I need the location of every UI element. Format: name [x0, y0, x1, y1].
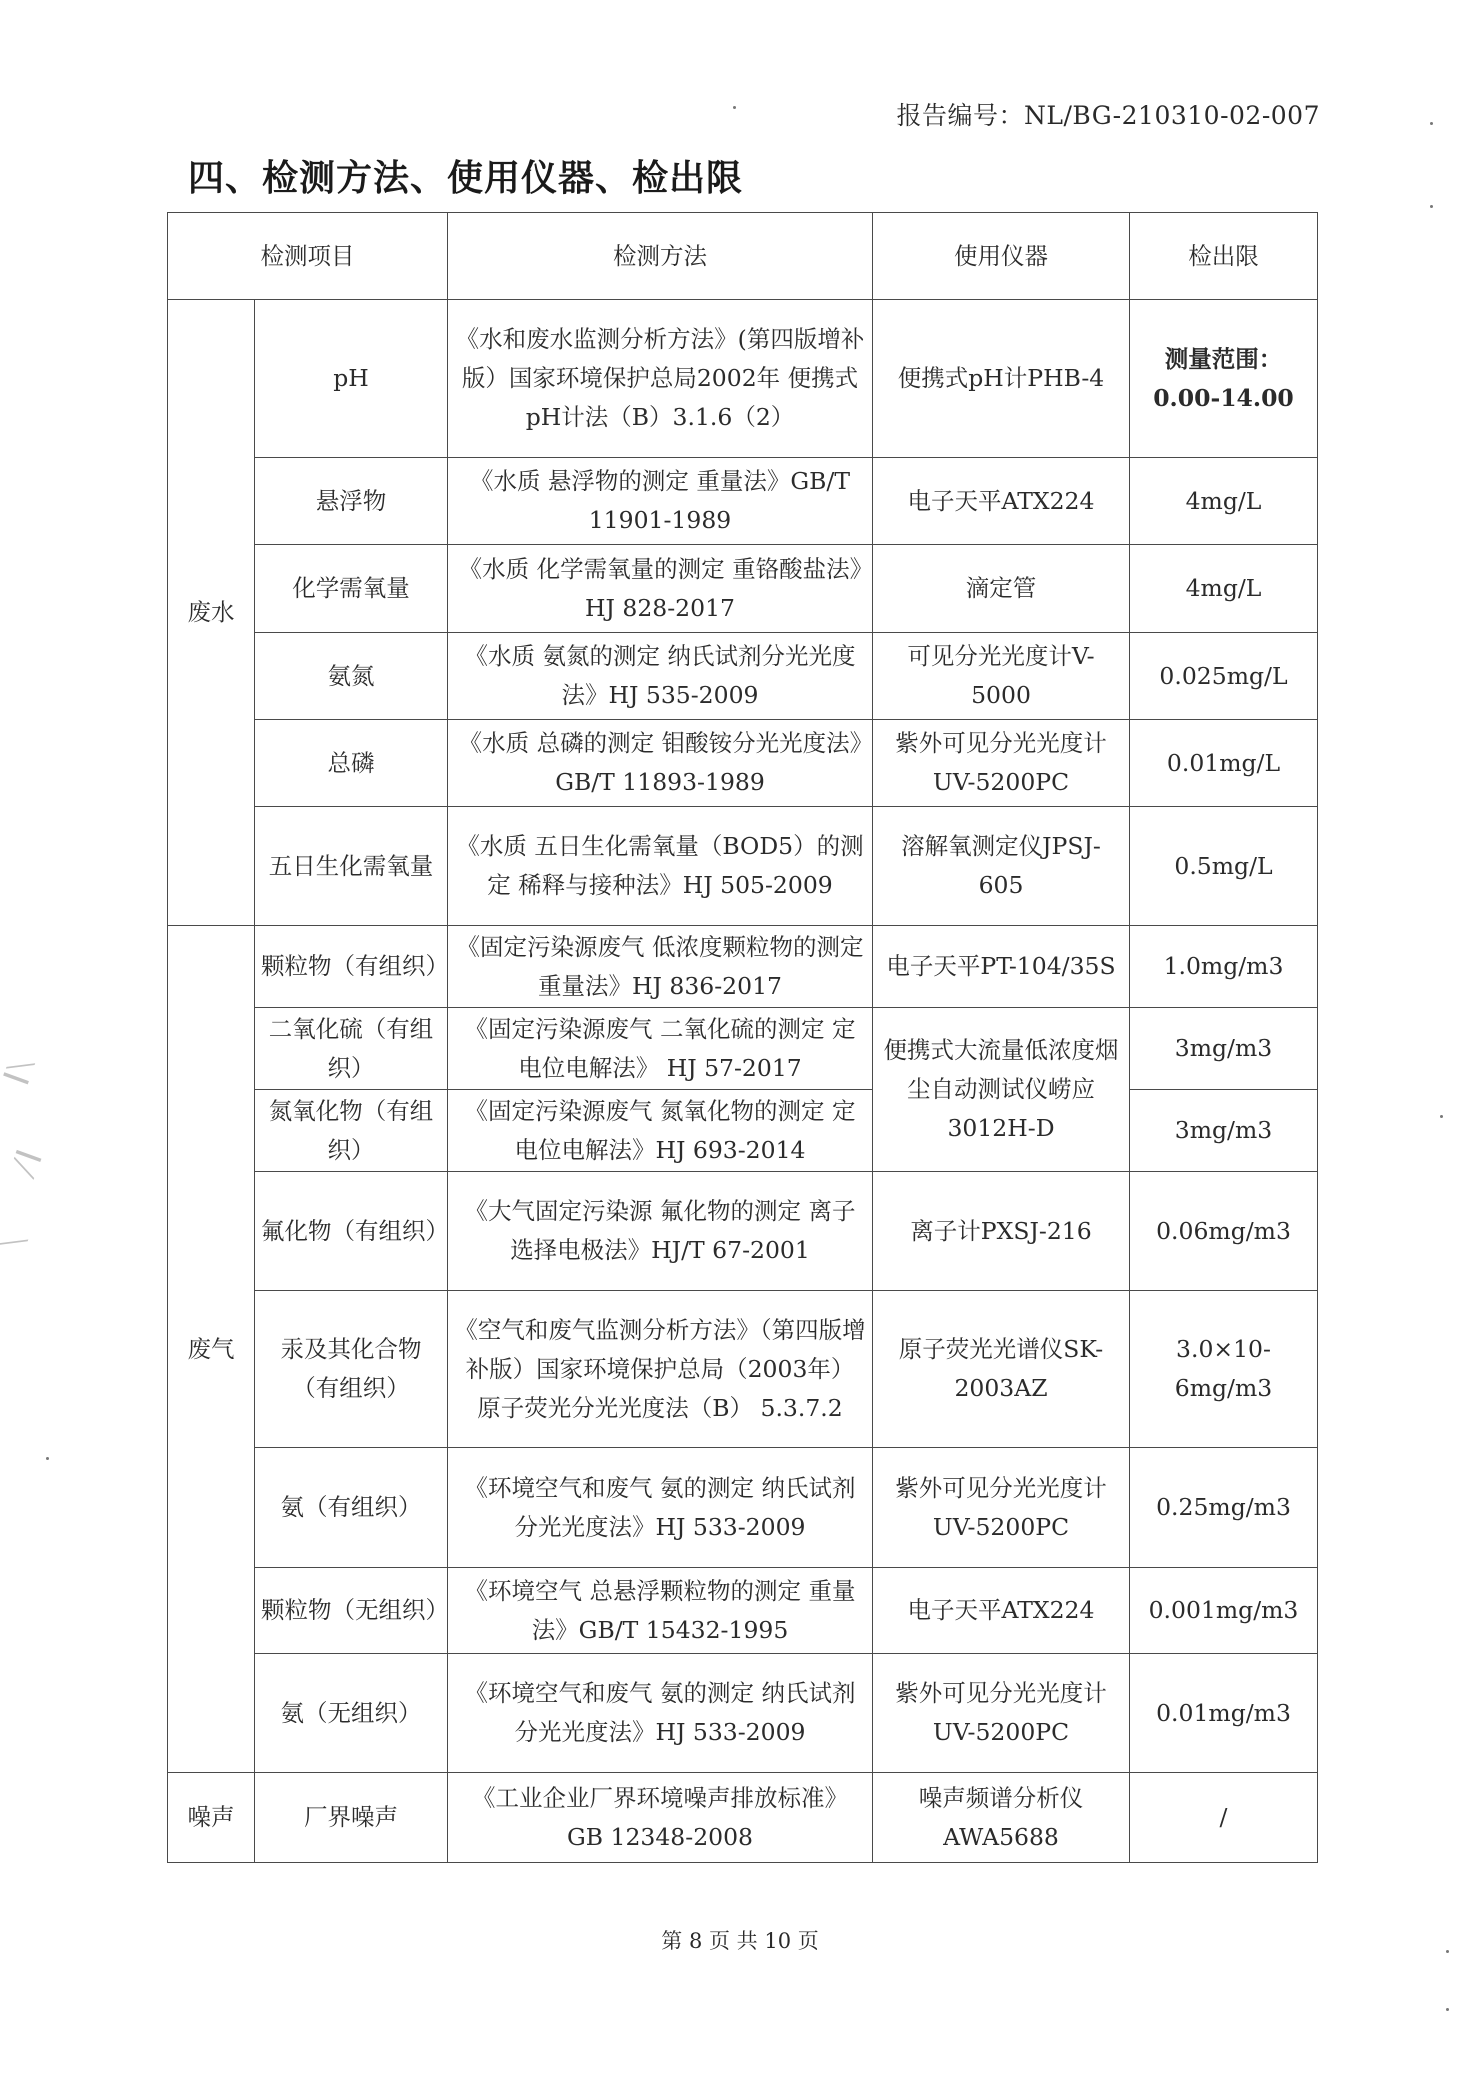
- table-row: [168, 1090, 1318, 1172]
- cell-item: 悬浮物: [255, 458, 448, 545]
- cell-method: 《水质 五日生化需氧量（BOD5）的测定 稀释与接种法》HJ 505-2009: [448, 807, 873, 926]
- cell-instrument: 离子计PXSJ-216: [873, 1172, 1130, 1291]
- table-row: [168, 1773, 1318, 1863]
- cell-method: 《水和废水监测分析方法》(第四版增补版）国家环境保护总局2002年 便携式pH计法（B）3.1.6（2）: [448, 300, 873, 458]
- report-number: 报告编号：NL/BG-210310-02-007: [896, 101, 1320, 130]
- cell-item: 汞及其化合物（有组织）: [255, 1291, 448, 1448]
- cell-limit: 0.01mg/L: [1130, 720, 1318, 807]
- cell-item: 颗粒物（无组织）: [255, 1568, 448, 1654]
- cell-instrument: 可见分光光度计V-5000: [873, 633, 1130, 720]
- scan-speck: [1430, 205, 1433, 208]
- table-row: [168, 1568, 1318, 1654]
- cell-item: 氟化物（有组织）: [255, 1172, 448, 1291]
- cell-method: 《固定污染源废气 二氧化硫的测定 定电位电解法》 HJ 57-2017: [448, 1008, 873, 1090]
- cell-instrument: 溶解氧测定仪JPSJ-605: [873, 807, 1130, 926]
- cell-item: pH: [255, 300, 448, 458]
- table-row: [168, 1008, 1318, 1090]
- cell-item: 厂界噪声: [255, 1773, 448, 1863]
- cell-limit: 0.5mg/L: [1130, 807, 1318, 926]
- scan-speck: [733, 106, 736, 109]
- page-number: 第 8 页 共 10 页: [661, 1929, 819, 1953]
- table-row: [168, 1448, 1318, 1568]
- header-item: 检测项目: [168, 213, 448, 300]
- cell-method: 《水质 氨氮的测定 纳氏试剂分光光度法》HJ 535-2009: [448, 633, 873, 720]
- cell-instrument: 紫外可见分光光度计 UV-5200PC: [873, 1654, 1130, 1773]
- group-waste-gas: 废气: [168, 926, 255, 1773]
- table-row: [168, 926, 1318, 1008]
- cell-method: 《水质 总磷的测定 钼酸铵分光光度法》GB/T 11893-1989: [448, 720, 873, 807]
- cell-limit: 1.0mg/m3: [1130, 926, 1318, 1008]
- table-row: [168, 300, 1318, 458]
- cell-instrument: 噪声频谱分析仪AWA5688: [873, 1773, 1130, 1863]
- cell-limit: 4mg/L: [1130, 545, 1318, 633]
- group-noise: 噪声: [168, 1773, 255, 1863]
- cell-item: 二氧化硫（有组织）: [255, 1008, 448, 1090]
- header-method: 检测方法: [448, 213, 873, 300]
- cell-instrument: 电子天平PT-104/35S: [873, 926, 1130, 1008]
- cell-item: 总磷: [255, 720, 448, 807]
- header-instrument: 使用仪器: [873, 213, 1130, 300]
- cell-method: 《固定污染源废气 低浓度颗粒物的测定 重量法》HJ 836-2017: [448, 926, 873, 1008]
- cell-method: 《固定污染源废气 氮氧化物的测定 定电位电解法》HJ 693-2014: [448, 1090, 873, 1172]
- table-row: [168, 545, 1318, 633]
- cell-limit: /: [1130, 1773, 1318, 1863]
- cell-instrument: 便携式大流量低浓度烟尘自动测试仪崂应 3012H-D: [873, 1008, 1130, 1172]
- table-row: [168, 1654, 1318, 1773]
- cell-item: 氮氧化物（有组织）: [255, 1090, 448, 1172]
- table-row: [168, 458, 1318, 545]
- cell-limit: 3.0×10-6mg/m3: [1130, 1291, 1318, 1448]
- cell-limit: 0.001mg/m3: [1130, 1568, 1318, 1654]
- table-row: [168, 720, 1318, 807]
- cell-instrument: 电子天平ATX224: [873, 1568, 1130, 1654]
- cell-instrument: 原子荧光光谱仪SK-2003AZ: [873, 1291, 1130, 1448]
- cell-instrument: 电子天平ATX224: [873, 458, 1130, 545]
- cell-limit: 4mg/L: [1130, 458, 1318, 545]
- cell-limit: 0.06mg/m3: [1130, 1172, 1318, 1291]
- table-row: [168, 807, 1318, 926]
- cell-method: 《环境空气和废气 氨的测定 纳氏试剂分光光度法》HJ 533-2009: [448, 1654, 873, 1773]
- cell-limit: 3mg/m3: [1130, 1090, 1318, 1172]
- cell-instrument: 紫外可见分光光度计 UV-5200PC: [873, 1448, 1130, 1568]
- cell-item: 氨（有组织）: [255, 1448, 448, 1568]
- cell-method: 《工业企业厂界环境噪声排放标准》GB 12348-2008: [448, 1773, 873, 1863]
- table-header-row: [168, 213, 1318, 300]
- cell-limit: 3mg/m3: [1130, 1008, 1318, 1090]
- cell-method: 《水质 化学需氧量的测定 重铬酸盐法》HJ 828-2017: [448, 545, 873, 633]
- section-title: 四、检测方法、使用仪器、检出限: [188, 157, 744, 199]
- cell-method: 《环境空气 总悬浮颗粒物的测定 重量法》GB/T 15432-1995: [448, 1568, 873, 1654]
- cell-method: 《环境空气和废气 氨的测定 纳氏试剂分光光度法》HJ 533-2009: [448, 1448, 873, 1568]
- cell-item: 颗粒物（有组织）: [255, 926, 448, 1008]
- cell-limit: 0.01mg/m3: [1130, 1654, 1318, 1773]
- cell-item: 氨氮: [255, 633, 448, 720]
- scan-speck: [46, 1457, 49, 1460]
- scan-speck: [1430, 122, 1433, 125]
- table-row: [168, 1172, 1318, 1291]
- cell-item: 氨（无组织）: [255, 1654, 448, 1773]
- cell-instrument: 便携式pH计PHB-4: [873, 300, 1130, 458]
- cell-method: 《大气固定污染源 氟化物的测定 离子选择电极法》HJ/T 67-2001: [448, 1172, 873, 1291]
- cell-limit: 0.25mg/m3: [1130, 1448, 1318, 1568]
- cell-limit: 0.025mg/L: [1130, 633, 1318, 720]
- cell-instrument: 滴定管: [873, 545, 1130, 633]
- cell-method: 《空气和废气监测分析方法》（第四版增补版）国家环境保护总局（2003年） 原子荧光分光光度法（B） 5.3.7.2: [448, 1291, 873, 1448]
- cell-limit: 测量范围：0.00-14.00: [1130, 300, 1318, 458]
- table-row: [168, 1291, 1318, 1448]
- scan-speck: [1446, 2008, 1449, 2011]
- header-limit: 检出限: [1130, 213, 1318, 300]
- cell-method: 《水质 悬浮物的测定 重量法》GB/T 11901-1989: [448, 458, 873, 545]
- seal-watermark: ┃╲ ╱┃ ╲: [0, 1055, 44, 1254]
- methods-table: [167, 212, 1318, 1863]
- cell-item: 化学需氧量: [255, 545, 448, 633]
- group-wastewater: 废水: [168, 300, 255, 926]
- cell-item: 五日生化需氧量: [255, 807, 448, 926]
- scan-speck: [1440, 1115, 1443, 1118]
- cell-instrument: 紫外可见分光光度计 UV-5200PC: [873, 720, 1130, 807]
- table-row: [168, 633, 1318, 720]
